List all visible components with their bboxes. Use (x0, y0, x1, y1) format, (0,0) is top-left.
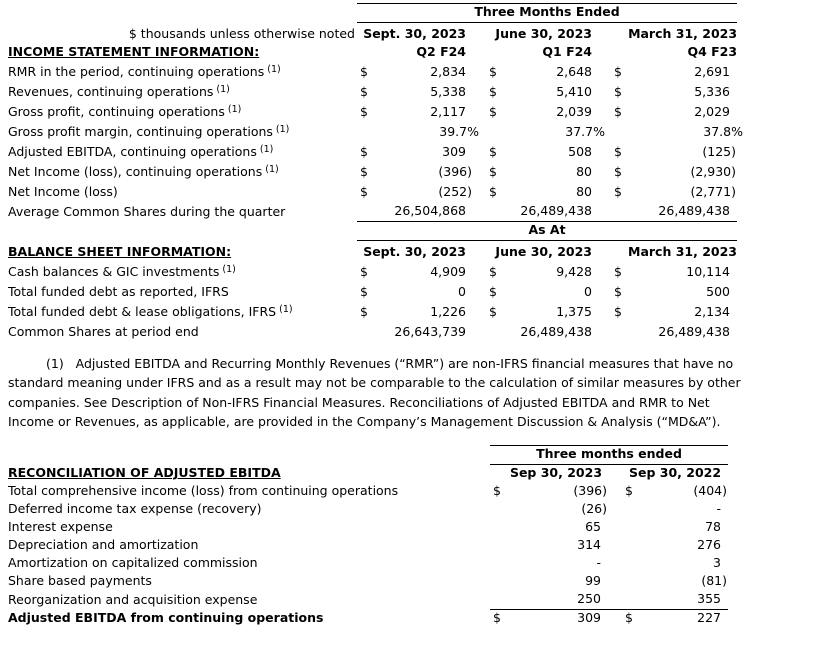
row-label: Common Shares at period end (8, 323, 199, 339)
footnote-marker: (1) (216, 83, 230, 95)
table-row (0, 23, 737, 44)
table-row (0, 202, 737, 222)
cell-value: 0 (458, 283, 466, 299)
currency-symbol: $ (489, 163, 497, 179)
currency-symbol (490, 591, 504, 610)
cell-value: 80 (576, 183, 592, 199)
currency-symbol: $ (614, 143, 622, 159)
column-header-date: March 31, 2023 (628, 243, 737, 259)
table-row (0, 102, 737, 122)
cell-value: (26) (581, 501, 607, 516)
table-row (0, 62, 737, 82)
row-label: Interest expense (8, 519, 113, 534)
cell-value: 2,134 (694, 303, 730, 319)
section-title: RECONCILIATION OF ADJUSTED EBITDA (8, 465, 281, 480)
currency-symbol (486, 202, 500, 222)
currency-symbol: $ (489, 183, 497, 199)
column-header-date: Sept. 30, 2023 (363, 25, 466, 41)
currency-symbol: $ (489, 103, 497, 119)
cell-value: (396) (573, 483, 607, 498)
currency-symbol: $ (614, 283, 622, 299)
cell-value: 314 (577, 537, 601, 552)
table-row (0, 222, 737, 241)
footnote-text: (1) Adjusted EBITDA and Recurring Monthly Revenues (“RMR”) are non-IFRS financial measures that have no standard meaning under IFRS and as a result may not be comparable to the calculation of similar measures by other companies. See Description of Non-IFRS Financial Measures. Reconciliations of Adjusted EBITDA and RMR to Net Income or Revenues, as applicable, are provided in the Company’s Management Discussion & Analysis (“MD&A”). (8, 355, 741, 429)
cell-value: (396) (438, 163, 472, 179)
currency-symbol: $ (614, 83, 622, 99)
row-label: Deferred income tax expense (recovery) (8, 501, 262, 516)
cell-value: 26,489,438 (500, 202, 592, 222)
column-header-date: June 30, 2023 (495, 243, 592, 259)
table-row (0, 555, 728, 573)
table-row (0, 262, 737, 282)
cell-value: 80 (576, 163, 592, 179)
cell-value: 37.7% (565, 123, 605, 139)
currency-symbol: $ (493, 610, 501, 625)
currency-symbol: $ (489, 63, 497, 79)
cell-value: 1,375 (556, 303, 592, 319)
currency-symbol: $ (625, 610, 633, 625)
currency-symbol: $ (489, 303, 497, 319)
table-row (0, 573, 728, 591)
currency-symbol (357, 322, 371, 342)
cell-value: 26,643,739 (394, 323, 466, 339)
cell-value: - (716, 501, 721, 516)
footnote-marker: (1) (227, 103, 242, 115)
table-row (0, 445, 728, 464)
cell-value: 250 (504, 591, 601, 610)
cell-value: 37.8% (703, 123, 743, 139)
ebitda-reconciliation-table (0, 445, 728, 629)
table-row (0, 241, 737, 262)
currency-symbol: $ (614, 263, 622, 279)
column-header-date: March 31, 2023 (628, 25, 738, 41)
row-label: Net Income (loss), continuing operations (8, 163, 263, 179)
currency-symbol (622, 519, 636, 537)
cell-value: 309 (577, 610, 601, 625)
currency-symbol: $ (360, 183, 368, 199)
row-label: Gross profit, continuing operations (8, 103, 225, 119)
section-title: INCOME STATEMENT INFORMATION: (8, 43, 260, 59)
cell-value: 9,428 (556, 263, 592, 279)
column-header-quarter: Q4 F23 (687, 43, 738, 59)
cell-value: 0 (584, 283, 592, 299)
footnote-marker: (1) (259, 143, 274, 155)
row-label: Gross profit margin, continuing operations (8, 123, 273, 139)
currency-symbol: $ (489, 143, 497, 159)
cell-value: 309 (442, 143, 466, 159)
table-row (0, 322, 737, 342)
currency-symbol (357, 122, 371, 142)
footnote-marker: (1) (265, 163, 279, 175)
table-row (0, 464, 728, 483)
table-row (0, 142, 737, 162)
column-header-date: Sep 30, 2022 (628, 465, 722, 480)
cell-value: 99 (585, 573, 601, 588)
cell-value: 2,648 (556, 63, 592, 79)
cell-value: 5,410 (556, 83, 592, 99)
currency-symbol: $ (493, 483, 501, 498)
balance-sheet-table (0, 222, 737, 342)
row-label: Average Common Shares during the quarter (8, 203, 286, 219)
section-title: BALANCE SHEET INFORMATION: (8, 243, 232, 259)
cell-value: 500 (706, 283, 730, 299)
row-label: Amortization on capitalized commission (8, 555, 258, 570)
currency-symbol: $ (614, 183, 622, 199)
table-row (0, 537, 728, 555)
cell-value: 3 (713, 555, 721, 570)
cell-value: 26,489,438 (658, 323, 730, 339)
row-label: Adjusted EBITDA from continuing operations (8, 610, 324, 625)
cell-value: 227 (697, 610, 721, 625)
currency-symbol: $ (489, 283, 497, 299)
footnote-marker: (1) (275, 123, 290, 135)
currency-symbol: $ (360, 143, 368, 159)
cell-value: 508 (568, 143, 592, 159)
column-header-quarter: Q1 F24 (542, 43, 592, 59)
cell-value: (252) (438, 183, 472, 199)
table-row (0, 122, 737, 142)
table-row (0, 182, 737, 202)
income-statement-table (0, 3, 743, 222)
currency-symbol (486, 122, 500, 142)
currency-symbol (490, 573, 504, 591)
cell-value: (2,771) (690, 183, 736, 199)
currency-symbol (490, 555, 504, 573)
column-header-quarter: Q2 F24 (416, 43, 466, 59)
footnote-marker: (1) (222, 263, 236, 275)
currency-symbol: $ (360, 283, 368, 299)
currency-symbol: $ (360, 83, 368, 99)
column-header-date: June 30, 2023 (495, 25, 592, 41)
row-label: Cash balances & GIC investments (8, 263, 220, 279)
cell-value: 39.7% (439, 123, 479, 139)
footnote-marker: (1) (279, 303, 293, 315)
currency-symbol: $ (360, 103, 368, 119)
table-row (0, 591, 728, 610)
currency-symbol: $ (625, 483, 633, 498)
row-label: Adjusted EBITDA, continuing operations (8, 143, 257, 159)
cell-value: 26,504,868 (371, 202, 466, 222)
cell-value: 355 (636, 591, 721, 610)
table-row (0, 82, 737, 102)
table-row (0, 302, 737, 322)
table-row (0, 4, 737, 23)
currency-symbol: $ (489, 263, 497, 279)
currency-symbol (622, 555, 636, 573)
column-header-date: Sept. 30, 2023 (363, 243, 466, 259)
currency-symbol: $ (360, 263, 368, 279)
cell-value: 26,489,438 (625, 202, 730, 222)
row-label: Reorganization and acquisition expense (8, 591, 258, 607)
currency-symbol (622, 501, 636, 519)
table-row (0, 483, 728, 501)
cell-value: 26,489,438 (520, 323, 592, 339)
cell-value: (2,930) (690, 163, 736, 179)
currency-symbol (611, 202, 625, 222)
cell-value: 276 (697, 537, 721, 552)
currency-symbol (611, 122, 625, 142)
row-label: Total funded debt & lease obligations, IFRS (8, 303, 277, 319)
row-label: RMR in the period, continuing operations (8, 63, 265, 79)
cell-value: 2,691 (694, 63, 730, 79)
cell-value: 2,117 (430, 103, 466, 119)
currency-symbol (486, 322, 500, 342)
table-row (0, 610, 728, 629)
cell-value: 65 (585, 519, 601, 534)
cell-value: 78 (705, 519, 721, 534)
row-label: Net Income (loss) (8, 183, 118, 199)
currency-symbol: $ (360, 163, 368, 179)
table-row (0, 44, 737, 62)
table-row (0, 282, 737, 302)
currency-symbol (611, 322, 625, 342)
row-label: Total funded debt as reported, IFRS (8, 283, 229, 299)
cell-value: 2,029 (694, 103, 730, 119)
currency-symbol: $ (614, 163, 622, 179)
row-label: Share based payments (8, 573, 152, 588)
currency-symbol: $ (614, 303, 622, 319)
currency-symbol: $ (614, 63, 622, 79)
column-header-date: Sep 30, 2023 (509, 465, 603, 480)
currency-symbol: $ (360, 63, 368, 79)
cell-value: 2,834 (430, 63, 466, 79)
currency-symbol: $ (360, 303, 368, 319)
table-row (0, 501, 728, 519)
cell-value: 4,909 (430, 263, 466, 279)
row-label: Total comprehensive income (loss) from continuing operations (8, 483, 399, 498)
currency-symbol (490, 519, 504, 537)
cell-value: 5,338 (430, 83, 466, 99)
footnote-marker: (1) (267, 63, 281, 75)
row-label: Depreciation and amortization (8, 537, 199, 552)
table-row (0, 162, 737, 182)
currency-symbol (357, 202, 371, 222)
cell-value: (125) (702, 143, 736, 159)
cell-value: 1,226 (430, 303, 466, 319)
currency-symbol (490, 501, 504, 519)
currency-symbol (622, 591, 636, 610)
table-row (0, 519, 728, 537)
cell-value: 5,336 (694, 83, 730, 99)
cell-value: (81) (701, 573, 727, 588)
units-note: $ thousands unless otherwise noted (128, 25, 355, 41)
cell-value: - (596, 555, 601, 570)
period-span-header: Three months ended (490, 445, 728, 464)
currency-symbol (490, 537, 504, 555)
period-span-header: Three Months Ended (357, 4, 737, 23)
cell-value: (404) (693, 483, 727, 498)
cell-value: 2,039 (556, 103, 592, 119)
row-label: Revenues, continuing operations (8, 83, 214, 99)
currency-symbol: $ (614, 103, 622, 119)
period-span-header: As At (357, 222, 737, 241)
currency-symbol (622, 537, 636, 555)
currency-symbol (622, 573, 636, 591)
currency-symbol: $ (489, 83, 497, 99)
cell-value: 10,114 (686, 263, 730, 279)
